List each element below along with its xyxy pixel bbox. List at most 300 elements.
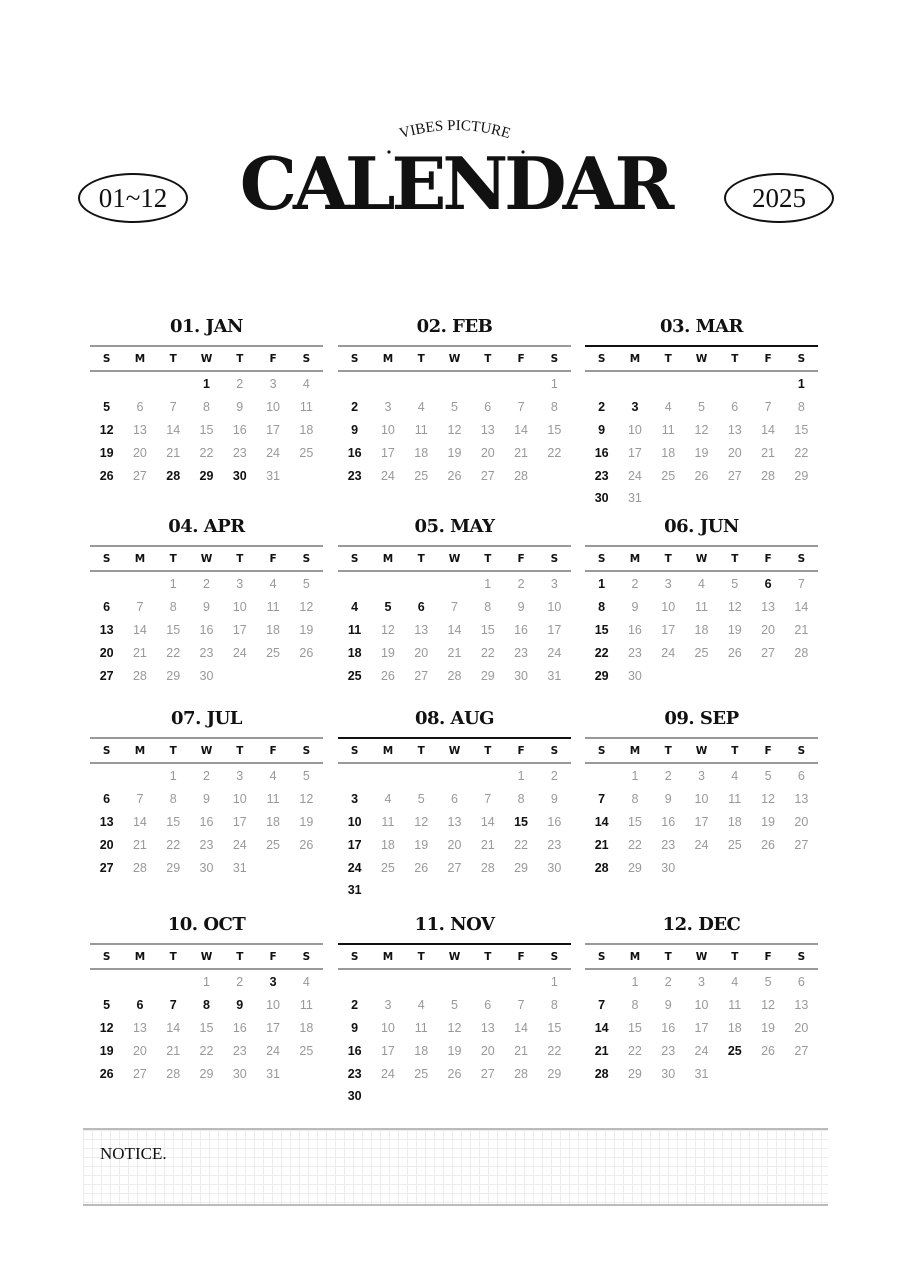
day-cell[interactable]: 15 xyxy=(199,422,214,437)
day-cell[interactable]: 9 xyxy=(351,1020,359,1035)
day-cell[interactable]: 14 xyxy=(480,814,495,829)
day-cell[interactable]: 19 xyxy=(299,814,314,829)
day-cell[interactable]: 4 xyxy=(664,400,672,415)
day-cell[interactable]: 18 xyxy=(266,622,281,637)
day-cell[interactable]: 11 xyxy=(299,400,313,415)
day-cell[interactable]: 3 xyxy=(269,377,277,392)
day-cell[interactable]: 30 xyxy=(199,668,214,683)
day-cell[interactable]: 4 xyxy=(417,400,425,415)
day-cell[interactable]: 7 xyxy=(517,998,525,1013)
day-cell[interactable]: 8 xyxy=(169,792,177,807)
day-cell[interactable]: 14 xyxy=(166,1020,181,1035)
day-cell[interactable]: 16 xyxy=(232,422,247,437)
day-cell[interactable]: 26 xyxy=(447,1066,462,1081)
day-cell[interactable]: 16 xyxy=(661,814,676,829)
day-cell[interactable]: 16 xyxy=(199,622,214,637)
day-cell[interactable]: 9 xyxy=(550,792,558,807)
day-cell[interactable]: 12 xyxy=(447,422,462,437)
day-cell[interactable]: 25 xyxy=(380,860,395,875)
day-cell[interactable]: 18 xyxy=(694,622,709,637)
day-cell[interactable]: 10 xyxy=(266,998,281,1013)
day-cell[interactable]: 24 xyxy=(266,1043,281,1058)
day-cell[interactable]: 5 xyxy=(103,998,111,1013)
day-cell[interactable]: 27 xyxy=(99,860,114,875)
day-cell[interactable]: 27 xyxy=(794,1043,809,1058)
day-cell[interactable]: 27 xyxy=(794,837,809,852)
day-cell[interactable]: 22 xyxy=(594,645,609,660)
day-cell[interactable]: 2 xyxy=(236,975,244,990)
day-cell[interactable]: 1 xyxy=(631,975,639,990)
day-cell[interactable]: 23 xyxy=(514,645,529,660)
day-cell[interactable]: 17 xyxy=(347,837,362,852)
day-cell[interactable]: 15 xyxy=(547,422,562,437)
day-cell[interactable]: 17 xyxy=(627,445,642,460)
day-cell[interactable]: 8 xyxy=(517,792,525,807)
day-cell[interactable]: 12 xyxy=(694,422,709,437)
day-cell[interactable]: 1 xyxy=(550,377,558,392)
day-cell[interactable]: 21 xyxy=(132,837,147,852)
day-cell[interactable]: 17 xyxy=(694,1020,709,1035)
day-cell[interactable]: 1 xyxy=(169,577,177,592)
day-cell[interactable]: 17 xyxy=(266,422,281,437)
day-cell[interactable]: 20 xyxy=(480,1043,495,1058)
day-cell[interactable]: 7 xyxy=(136,600,144,615)
day-cell[interactable]: 23 xyxy=(232,445,247,460)
day-cell[interactable]: 10 xyxy=(232,792,247,807)
day-cell[interactable]: 27 xyxy=(414,668,429,683)
day-cell[interactable]: 12 xyxy=(299,600,314,615)
day-cell[interactable]: 1 xyxy=(203,377,210,392)
day-cell[interactable]: 25 xyxy=(347,668,362,683)
day-cell[interactable]: 27 xyxy=(447,860,462,875)
day-cell[interactable]: 27 xyxy=(99,668,114,683)
day-cell[interactable]: 12 xyxy=(761,792,776,807)
day-cell[interactable]: 14 xyxy=(166,422,181,437)
day-cell[interactable]: 8 xyxy=(550,998,558,1013)
day-cell[interactable]: 3 xyxy=(384,400,392,415)
day-cell[interactable]: 27 xyxy=(132,468,147,483)
day-cell[interactable]: 20 xyxy=(414,645,429,660)
day-cell[interactable]: 5 xyxy=(731,577,739,592)
day-cell[interactable]: 2 xyxy=(631,577,639,592)
day-cell[interactable]: 28 xyxy=(794,645,809,660)
day-cell[interactable]: 30 xyxy=(661,860,676,875)
day-cell[interactable]: 22 xyxy=(166,645,181,660)
day-cell[interactable]: 6 xyxy=(731,400,739,415)
day-cell[interactable]: 13 xyxy=(480,1020,495,1035)
day-cell[interactable]: 7 xyxy=(136,792,144,807)
day-cell[interactable]: 15 xyxy=(794,422,809,437)
day-cell[interactable]: 26 xyxy=(99,1066,114,1081)
day-cell[interactable]: 13 xyxy=(794,792,809,807)
day-cell[interactable]: 12 xyxy=(99,422,114,437)
day-cell[interactable]: 5 xyxy=(764,769,772,784)
day-cell[interactable]: 30 xyxy=(594,491,609,506)
day-cell[interactable]: 20 xyxy=(727,445,742,460)
day-cell[interactable]: 2 xyxy=(236,377,244,392)
day-cell[interactable]: 19 xyxy=(414,837,429,852)
day-cell[interactable]: 25 xyxy=(694,645,709,660)
day-cell[interactable]: 7 xyxy=(598,998,606,1013)
day-cell[interactable]: 15 xyxy=(547,1020,562,1035)
day-cell[interactable]: 14 xyxy=(594,814,609,829)
day-cell[interactable]: 25 xyxy=(414,468,429,483)
day-cell[interactable]: 23 xyxy=(627,645,642,660)
day-cell[interactable]: 15 xyxy=(594,622,609,637)
day-cell[interactable]: 31 xyxy=(347,883,362,898)
day-cell[interactable]: 18 xyxy=(299,422,314,437)
day-cell[interactable]: 9 xyxy=(203,600,210,615)
day-cell[interactable]: 11 xyxy=(414,1020,428,1035)
day-cell[interactable]: 17 xyxy=(380,1043,395,1058)
day-cell[interactable]: 3 xyxy=(664,577,672,592)
day-cell[interactable]: 8 xyxy=(598,600,606,615)
day-cell[interactable]: 2 xyxy=(598,400,606,415)
day-cell[interactable]: 17 xyxy=(547,622,562,637)
day-cell[interactable]: 15 xyxy=(514,814,529,829)
day-cell[interactable]: 6 xyxy=(764,577,772,592)
day-cell[interactable]: 31 xyxy=(266,468,281,483)
day-cell[interactable]: 14 xyxy=(132,814,147,829)
day-cell[interactable]: 31 xyxy=(627,491,642,506)
day-cell[interactable]: 7 xyxy=(169,400,177,415)
day-cell[interactable]: 28 xyxy=(447,668,462,683)
day-cell[interactable]: 19 xyxy=(99,1043,114,1058)
day-cell[interactable]: 16 xyxy=(347,445,362,460)
day-cell[interactable]: 7 xyxy=(451,600,458,615)
day-cell[interactable]: 25 xyxy=(414,1066,429,1081)
day-cell[interactable]: 17 xyxy=(694,814,709,829)
day-cell[interactable]: 6 xyxy=(484,400,492,415)
day-cell[interactable]: 18 xyxy=(380,837,395,852)
day-cell[interactable]: 25 xyxy=(299,1043,314,1058)
day-cell[interactable]: 12 xyxy=(299,792,314,807)
day-cell[interactable]: 12 xyxy=(99,1020,114,1035)
day-cell[interactable]: 4 xyxy=(731,769,739,784)
day-cell[interactable]: 26 xyxy=(694,468,709,483)
day-cell[interactable]: 21 xyxy=(480,837,495,852)
day-cell[interactable]: 24 xyxy=(547,645,562,660)
day-cell[interactable]: 20 xyxy=(447,837,462,852)
day-cell[interactable]: 23 xyxy=(347,1066,362,1081)
day-cell[interactable]: 7 xyxy=(169,998,177,1013)
day-cell[interactable]: 2 xyxy=(203,769,210,784)
day-cell[interactable]: 4 xyxy=(269,769,277,784)
day-cell[interactable]: 16 xyxy=(199,814,214,829)
day-cell[interactable]: 8 xyxy=(169,600,177,615)
day-cell[interactable]: 21 xyxy=(447,645,462,660)
day-cell[interactable]: 11 xyxy=(266,600,280,615)
day-cell[interactable]: 30 xyxy=(627,668,642,683)
day-cell[interactable]: 4 xyxy=(698,577,705,592)
day-cell[interactable]: 14 xyxy=(132,622,147,637)
day-cell[interactable]: 13 xyxy=(794,998,809,1013)
day-cell[interactable]: 16 xyxy=(347,1043,362,1058)
day-cell[interactable]: 5 xyxy=(302,577,310,592)
day-cell[interactable]: 24 xyxy=(232,837,247,852)
day-cell[interactable]: 22 xyxy=(514,837,529,852)
day-cell[interactable]: 23 xyxy=(594,468,609,483)
day-cell[interactable]: 10 xyxy=(347,814,362,829)
day-cell[interactable]: 28 xyxy=(132,668,147,683)
day-cell[interactable]: 29 xyxy=(480,668,495,683)
day-cell[interactable]: 13 xyxy=(99,814,114,829)
day-cell[interactable]: 18 xyxy=(661,445,676,460)
day-cell[interactable]: 26 xyxy=(447,468,462,483)
day-cell[interactable]: 30 xyxy=(514,668,529,683)
day-cell[interactable]: 13 xyxy=(99,622,114,637)
day-cell[interactable]: 7 xyxy=(764,400,772,415)
day-cell[interactable]: 24 xyxy=(232,645,247,660)
day-cell[interactable]: 12 xyxy=(727,600,742,615)
day-cell[interactable]: 21 xyxy=(166,1043,181,1058)
day-cell[interactable]: 21 xyxy=(594,837,609,852)
day-cell[interactable]: 30 xyxy=(547,860,562,875)
day-cell[interactable]: 28 xyxy=(132,860,147,875)
day-cell[interactable]: 10 xyxy=(380,422,395,437)
day-cell[interactable]: 29 xyxy=(514,860,529,875)
day-cell[interactable]: 1 xyxy=(797,377,805,392)
day-cell[interactable]: 15 xyxy=(627,1020,642,1035)
day-cell[interactable]: 29 xyxy=(199,468,214,483)
day-cell[interactable]: 28 xyxy=(514,1066,529,1081)
day-cell[interactable]: 19 xyxy=(99,445,114,460)
day-cell[interactable]: 24 xyxy=(661,645,676,660)
day-cell[interactable]: 16 xyxy=(627,622,642,637)
day-cell[interactable]: 6 xyxy=(136,998,144,1013)
day-cell[interactable]: 18 xyxy=(266,814,281,829)
day-cell[interactable]: 17 xyxy=(266,1020,281,1035)
day-cell[interactable]: 9 xyxy=(664,792,672,807)
day-cell[interactable]: 26 xyxy=(727,645,742,660)
day-cell[interactable]: 6 xyxy=(417,600,425,615)
day-cell[interactable]: 22 xyxy=(627,837,642,852)
day-cell[interactable]: 19 xyxy=(761,1020,776,1035)
day-cell[interactable]: 3 xyxy=(698,975,705,990)
day-cell[interactable]: 2 xyxy=(550,769,558,784)
day-cell[interactable]: 14 xyxy=(594,1020,609,1035)
day-cell[interactable]: 24 xyxy=(627,468,642,483)
day-cell[interactable]: 20 xyxy=(99,837,114,852)
day-cell[interactable]: 24 xyxy=(380,468,395,483)
day-cell[interactable]: 21 xyxy=(514,445,529,460)
day-cell[interactable]: 31 xyxy=(547,668,562,683)
day-cell[interactable]: 19 xyxy=(727,622,742,637)
day-cell[interactable]: 14 xyxy=(514,1020,529,1035)
day-cell[interactable]: 25 xyxy=(299,445,314,460)
day-cell[interactable]: 1 xyxy=(203,975,210,990)
day-cell[interactable]: 31 xyxy=(694,1066,709,1081)
day-cell[interactable]: 21 xyxy=(794,622,809,637)
day-cell[interactable]: 15 xyxy=(166,814,181,829)
day-cell[interactable]: 30 xyxy=(199,860,214,875)
day-cell[interactable]: 11 xyxy=(695,600,708,615)
notice-box[interactable] xyxy=(83,1128,828,1206)
day-cell[interactable]: 3 xyxy=(631,400,639,415)
day-cell[interactable]: 1 xyxy=(550,975,558,990)
day-cell[interactable]: 4 xyxy=(302,377,310,392)
day-cell[interactable]: 8 xyxy=(797,400,805,415)
day-cell[interactable]: 22 xyxy=(794,445,809,460)
day-cell[interactable]: 19 xyxy=(694,445,709,460)
day-cell[interactable]: 26 xyxy=(380,668,395,683)
day-cell[interactable]: 22 xyxy=(199,1043,214,1058)
day-cell[interactable]: 2 xyxy=(517,577,525,592)
day-cell[interactable]: 9 xyxy=(517,600,525,615)
day-cell[interactable]: 5 xyxy=(417,792,425,807)
day-cell[interactable]: 13 xyxy=(727,422,742,437)
day-cell[interactable]: 24 xyxy=(266,445,281,460)
day-cell[interactable]: 11 xyxy=(728,998,742,1013)
day-cell[interactable]: 27 xyxy=(761,645,776,660)
day-cell[interactable]: 10 xyxy=(694,998,709,1013)
day-cell[interactable]: 13 xyxy=(447,814,462,829)
day-cell[interactable]: 27 xyxy=(480,468,495,483)
day-cell[interactable]: 3 xyxy=(384,998,392,1013)
day-cell[interactable]: 14 xyxy=(794,600,809,615)
day-cell[interactable]: 20 xyxy=(761,622,776,637)
day-cell[interactable]: 16 xyxy=(661,1020,676,1035)
day-cell[interactable]: 2 xyxy=(203,577,210,592)
day-cell[interactable]: 30 xyxy=(232,468,247,483)
day-cell[interactable]: 2 xyxy=(664,975,672,990)
day-cell[interactable]: 28 xyxy=(166,1066,181,1081)
day-cell[interactable]: 21 xyxy=(132,645,147,660)
day-cell[interactable]: 11 xyxy=(728,792,742,807)
day-cell[interactable]: 3 xyxy=(236,577,244,592)
day-cell[interactable]: 5 xyxy=(384,600,392,615)
day-cell[interactable]: 21 xyxy=(514,1043,529,1058)
day-cell[interactable]: 9 xyxy=(203,792,210,807)
day-cell[interactable]: 7 xyxy=(797,577,805,592)
day-cell[interactable]: 15 xyxy=(627,814,642,829)
day-cell[interactable]: 18 xyxy=(727,814,742,829)
day-cell[interactable]: 27 xyxy=(727,468,742,483)
day-cell[interactable]: 26 xyxy=(299,645,314,660)
day-cell[interactable]: 17 xyxy=(661,622,676,637)
day-cell[interactable]: 13 xyxy=(480,422,495,437)
day-cell[interactable]: 19 xyxy=(447,1043,462,1058)
day-cell[interactable]: 20 xyxy=(99,645,114,660)
day-cell[interactable]: 6 xyxy=(797,975,805,990)
day-cell[interactable]: 16 xyxy=(232,1020,247,1035)
day-cell[interactable]: 16 xyxy=(514,622,529,637)
day-cell[interactable]: 2 xyxy=(664,769,672,784)
day-cell[interactable]: 30 xyxy=(347,1089,362,1104)
day-cell[interactable]: 13 xyxy=(414,622,429,637)
day-cell[interactable]: 23 xyxy=(199,837,214,852)
day-cell[interactable]: 19 xyxy=(761,814,776,829)
day-cell[interactable]: 11 xyxy=(661,422,675,437)
day-cell[interactable]: 10 xyxy=(266,400,281,415)
day-cell[interactable]: 9 xyxy=(236,400,244,415)
day-cell[interactable]: 5 xyxy=(302,769,310,784)
day-cell[interactable]: 19 xyxy=(447,445,462,460)
day-cell[interactable]: 20 xyxy=(132,445,147,460)
day-cell[interactable]: 29 xyxy=(627,1066,642,1081)
day-cell[interactable]: 17 xyxy=(232,814,247,829)
day-cell[interactable]: 29 xyxy=(627,860,642,875)
day-cell[interactable]: 18 xyxy=(414,1043,429,1058)
day-cell[interactable]: 29 xyxy=(199,1066,214,1081)
day-cell[interactable]: 29 xyxy=(794,468,809,483)
day-cell[interactable]: 9 xyxy=(236,998,244,1013)
day-cell[interactable]: 2 xyxy=(351,400,359,415)
day-cell[interactable]: 10 xyxy=(627,422,642,437)
day-cell[interactable]: 27 xyxy=(132,1066,147,1081)
day-cell[interactable]: 11 xyxy=(266,792,280,807)
day-cell[interactable]: 29 xyxy=(166,860,181,875)
day-cell[interactable]: 15 xyxy=(199,1020,214,1035)
day-cell[interactable]: 25 xyxy=(661,468,676,483)
day-cell[interactable]: 4 xyxy=(302,975,310,990)
day-cell[interactable]: 18 xyxy=(414,445,429,460)
day-cell[interactable]: 30 xyxy=(232,1066,247,1081)
day-cell[interactable]: 6 xyxy=(103,792,111,807)
day-cell[interactable]: 9 xyxy=(664,998,672,1013)
day-cell[interactable]: 9 xyxy=(598,422,606,437)
day-cell[interactable]: 23 xyxy=(232,1043,247,1058)
day-cell[interactable]: 1 xyxy=(598,577,606,592)
day-cell[interactable]: 29 xyxy=(594,668,609,683)
day-cell[interactable]: 12 xyxy=(761,998,776,1013)
day-cell[interactable]: 11 xyxy=(381,814,395,829)
day-cell[interactable]: 26 xyxy=(414,860,429,875)
day-cell[interactable]: 18 xyxy=(727,1020,742,1035)
day-cell[interactable]: 18 xyxy=(299,1020,314,1035)
day-cell[interactable]: 22 xyxy=(547,445,562,460)
day-cell[interactable]: 23 xyxy=(199,645,214,660)
day-cell[interactable]: 28 xyxy=(761,468,776,483)
day-cell[interactable]: 3 xyxy=(550,577,558,592)
day-cell[interactable]: 21 xyxy=(594,1043,609,1058)
day-cell[interactable]: 28 xyxy=(480,860,495,875)
day-cell[interactable]: 10 xyxy=(661,600,676,615)
day-cell[interactable]: 19 xyxy=(380,645,395,660)
day-cell[interactable]: 29 xyxy=(547,1066,562,1081)
day-cell[interactable]: 30 xyxy=(661,1066,676,1081)
day-cell[interactable]: 14 xyxy=(447,622,462,637)
day-cell[interactable]: 24 xyxy=(380,1066,395,1081)
day-cell[interactable]: 28 xyxy=(166,468,181,483)
day-cell[interactable]: 26 xyxy=(299,837,314,852)
day-cell[interactable]: 18 xyxy=(347,645,362,660)
day-cell[interactable]: 20 xyxy=(794,814,809,829)
day-cell[interactable]: 14 xyxy=(514,422,529,437)
day-cell[interactable]: 15 xyxy=(166,622,181,637)
day-cell[interactable]: 17 xyxy=(380,445,395,460)
day-cell[interactable]: 19 xyxy=(299,622,314,637)
day-cell[interactable]: 23 xyxy=(661,1043,676,1058)
day-cell[interactable]: 9 xyxy=(631,600,639,615)
day-cell[interactable]: 28 xyxy=(514,468,529,483)
day-cell[interactable]: 4 xyxy=(417,998,425,1013)
day-cell[interactable]: 15 xyxy=(480,622,495,637)
day-cell[interactable]: 25 xyxy=(727,1043,742,1058)
day-cell[interactable]: 13 xyxy=(132,422,147,437)
day-cell[interactable]: 11 xyxy=(299,998,313,1013)
day-cell[interactable]: 26 xyxy=(761,837,776,852)
day-cell[interactable]: 29 xyxy=(166,668,181,683)
day-cell[interactable]: 23 xyxy=(347,468,362,483)
day-cell[interactable]: 1 xyxy=(484,577,492,592)
day-cell[interactable]: 8 xyxy=(203,400,210,415)
day-cell[interactable]: 4 xyxy=(731,975,739,990)
day-cell[interactable]: 22 xyxy=(166,837,181,852)
day-cell[interactable]: 17 xyxy=(232,622,247,637)
day-cell[interactable]: 4 xyxy=(269,577,277,592)
day-cell[interactable]: 20 xyxy=(794,1020,809,1035)
